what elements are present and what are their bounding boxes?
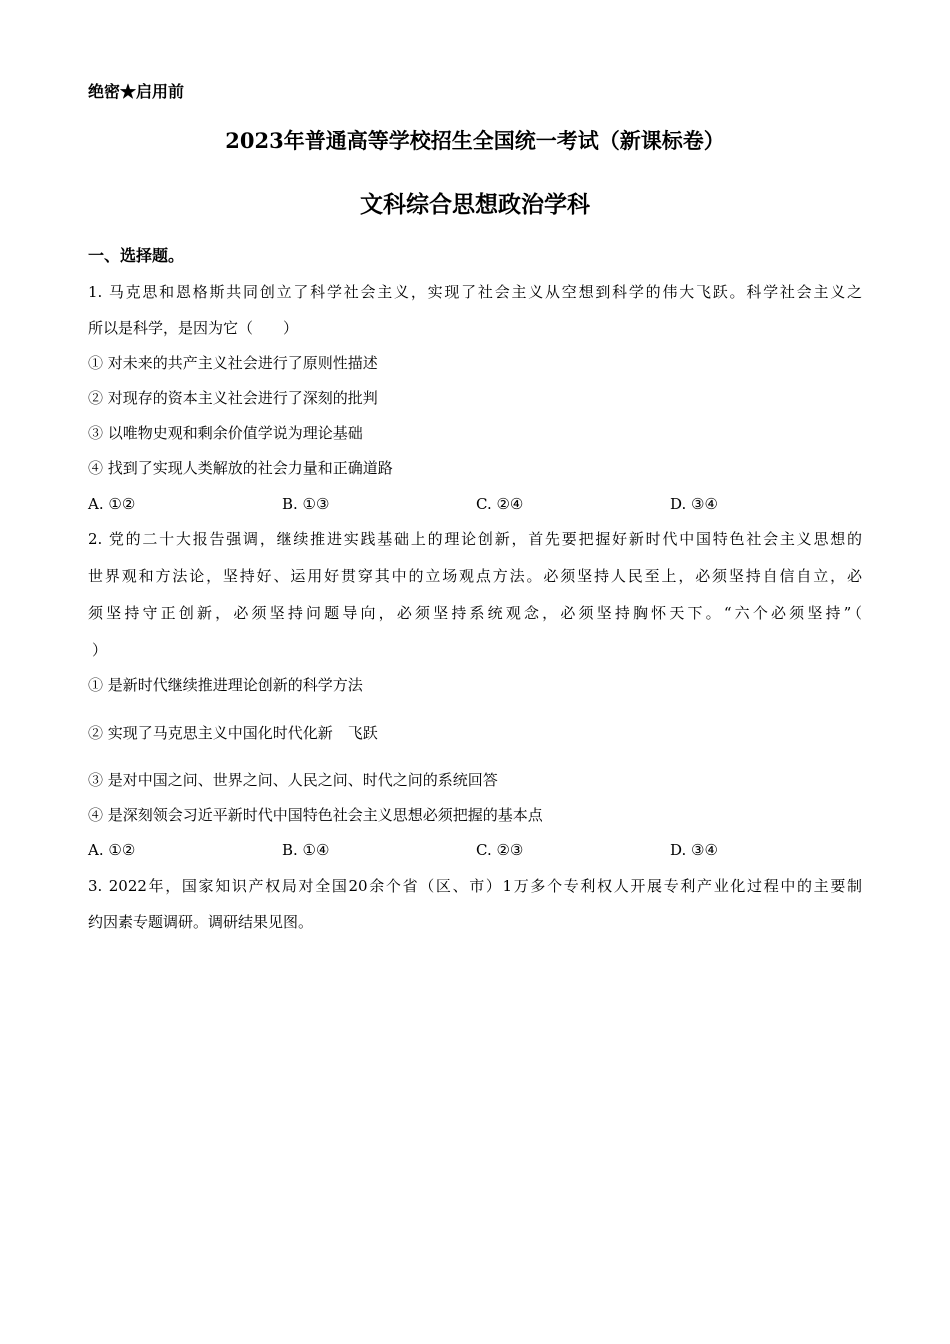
q2-item-2: ② 实现了马克思主义中国化时代化新 飞跃 xyxy=(88,724,378,742)
q2-option-c: C. ②③ xyxy=(476,841,524,859)
q2-stem-line4: ） xyxy=(92,641,108,659)
q3-stem-line2: 约因素专题调研。调研结果见图。 xyxy=(88,913,314,931)
section-title: 一、选择题。 xyxy=(88,246,185,265)
q1-option-d: D. ③④ xyxy=(670,495,718,513)
q1-stem-line1: 1. 马克思和恩格斯共同创立了科学社会主义，实现了社会主义从空想到科学的伟大飞跃。科学社会主义之 xyxy=(88,283,862,301)
q2-stem-line1: 2. 党的二十大报告强调，继续推进实践基础上的理论创新，首先要把握好新时代中国特色社会主义思想的 xyxy=(88,530,862,548)
subject-title: 文科综合思想政治学科 xyxy=(360,191,590,218)
q2-option-b: B. ①④ xyxy=(282,841,330,859)
secret-label: 绝密★启用前 xyxy=(88,82,185,101)
q2-stem-line3: 须坚持守正创新，必须坚持问题导向，必须坚持系统观念，必须坚持胸怀天下。“六个必须坚持”（ xyxy=(88,604,862,622)
q2-option-a: A. ①② xyxy=(88,841,136,859)
q1-item-4: ④ 找到了实现人类解放的社会力量和正确道路 xyxy=(88,459,393,477)
q2-item-4: ④ 是深刻领会习近平新时代中国特色社会主义思想必须把握的基本点 xyxy=(88,806,543,824)
q1-item-2: ② 对现存的资本主义社会进行了深刻的批判 xyxy=(88,389,378,407)
q2-item-1: ① 是新时代继续推进理论创新的科学方法 xyxy=(88,676,363,694)
q1-option-b: B. ①③ xyxy=(282,495,330,513)
q1-stem-line2: 所以是科学，是因为它（ ） xyxy=(88,319,299,337)
q1-item-3: ③ 以唯物史观和剩余价值学说为理论基础 xyxy=(88,424,363,442)
q1-item-1: ① 对未来的共产主义社会进行了原则性描述 xyxy=(88,354,378,372)
q1-option-c: C. ②④ xyxy=(476,495,524,513)
q2-option-d: D. ③④ xyxy=(670,841,718,859)
q2-stem-line2: 世界观和方法论，坚持好、运用好贯穿其中的立场观点方法。必须坚持人民至上，必须坚持自信自立，必 xyxy=(88,567,862,585)
q1-option-a: A. ①② xyxy=(88,495,136,513)
q3-stem-line1: 3. 2022年，国家知识产权局对全国20余个省（区、市）1万多个专利权人开展专利产业化过程中的主要制 xyxy=(88,877,862,895)
exam-title: 2023年普通高等学校招生全国统一考试（新课标卷） xyxy=(225,128,725,153)
q2-item-3: ③ 是对中国之问、世界之问、人民之问、时代之问的系统回答 xyxy=(88,771,498,789)
